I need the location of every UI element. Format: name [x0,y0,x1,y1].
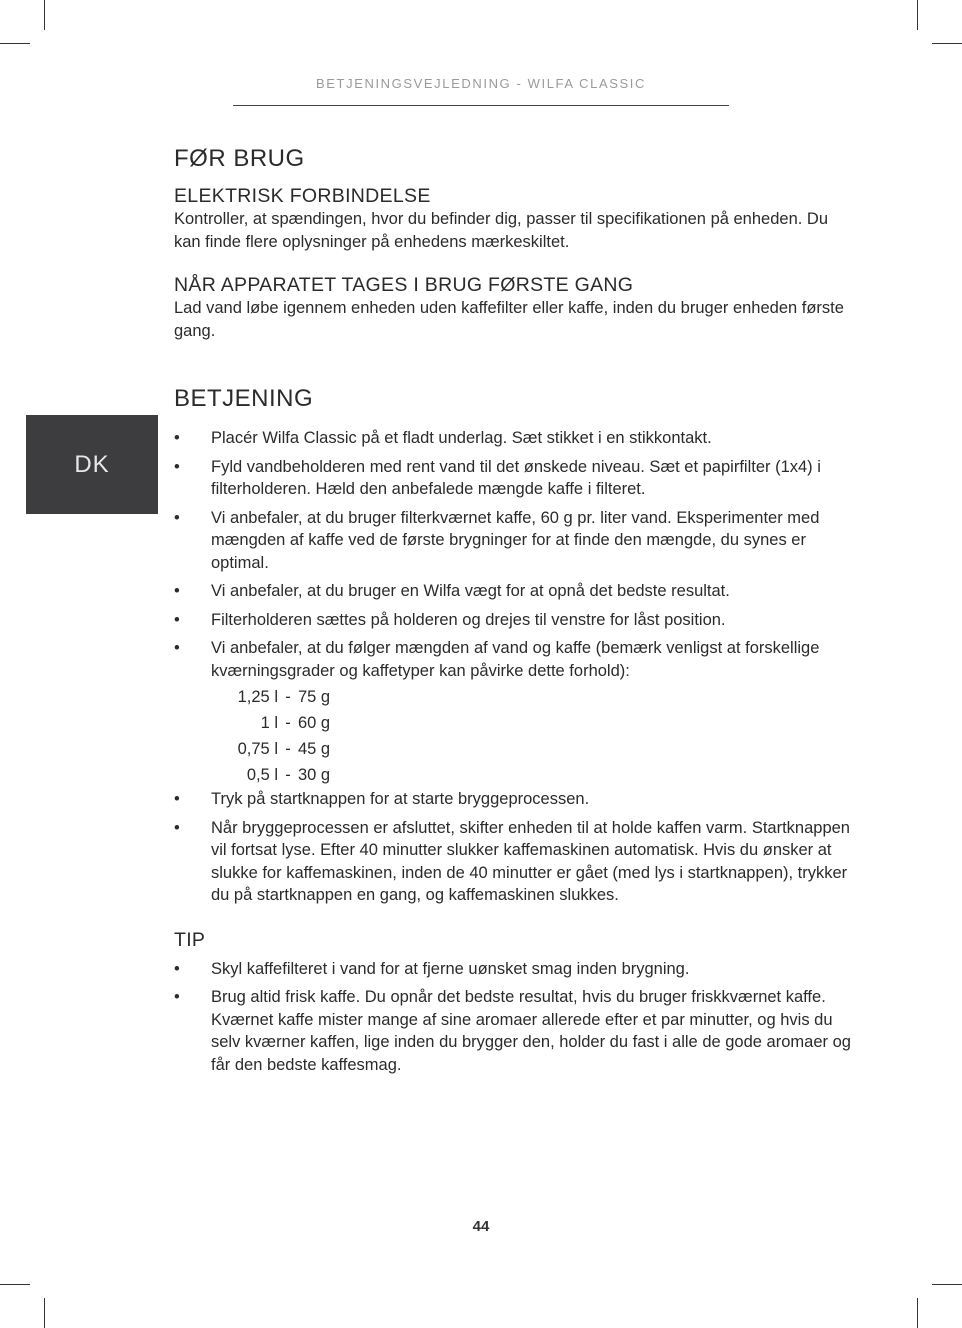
bullet-icon: • [174,457,180,476]
paragraph-first-use: Lad vand løbe igennem enheden uden kaffefilter eller kaffe, inden du bruger enheden første gang. [174,299,844,340]
list-item: • Filterholderen sættes på holderen og drejes til venstre for låst position. [174,609,854,632]
subheading-tip: TIP [174,928,206,951]
bullet-icon: • [174,988,180,1006]
bullet-icon: • [174,818,180,837]
operation-list-continued [174,788,854,907]
paragraph-electrical: Kontroller, at spændingen, hvor du befinder dig, passer til specifikationen på enheden. Du kan finde flere oplysninger på enhedens mærkeskiltet. [174,210,829,251]
page-header: BETJENINGSVEJLEDNING - WILFA CLASSIC [316,76,646,91]
subheading-first-use: NÅR APPARATET TAGES I BRUG FØRSTE GANG [174,274,634,296]
bullet-icon: • [174,508,180,527]
ratio-table [174,684,854,788]
bullet-icon: • [174,429,180,447]
bullet-icon: • [174,639,180,657]
section-title-operation: BETJENING [174,385,314,412]
list-item: • Tryk på startknappen for at starte bryggeprocessen. [174,788,854,811]
page-content [174,143,854,1082]
list-item: • Fyld vandbeholderen med rent vand til det ønskede niveau. Sæt et papirfilter (1x4) i filterholderen. Hæld den anbefalede mængde kaffe i filteret. [174,457,821,498]
list-item: • Vi anbefaler, at du bruger filterkværnet kaffe, 60 g pr. liter vand. Eksperimenter med mængden af kaffe ved de første brygninger for at finde den mængde, du synes er optimal. [174,508,820,572]
crop-mark-bottom-right-h [932,1284,962,1285]
subheading-electrical: ELEKTRISK FORBINDELSE [174,185,431,207]
ratio-row: 0,75 l - 45 g [237,740,331,758]
list-item: • Skyl kaffefilteret i vand for at fjerne uønsket smag inden brygning. [174,958,854,981]
section-title-before-use: FØR BRUG [174,145,305,172]
list-item: • Når bryggeprocessen er afsluttet, skifter enheden til at holde kaffen varm. Startknappen vil fortsat lyse. Efter 40 minutter slukker kaffemaskinen automatisk. Hvis du ønsker at slukke for kaffemaskinen, inden de 40 minutter er gået (med lys i startknappen), trykker du på startknappen en gang, og kaffemaskinen slukkes. [174,818,850,904]
list-item: • Placér Wilfa Classic på et fladt underlag. Sæt stikket i en stikkontakt. [174,427,854,450]
list-item: • Brug altid frisk kaffe. Du opnår det bedste resultat, hvis du bruger friskkværnet kaffe. Kværnet kaffe mister mange af sine aromaer allerede efter et par minutter, og hvis du selv kværner kaffen, lige inden du brygger den, holder du fast i alle de gode aromaer og får den bedste kaffesmag. [174,988,851,1074]
crop-mark-bottom-left-h [0,1284,30,1285]
operation-list [174,427,854,682]
tip-list [174,958,854,1077]
page-number: 44 [472,1218,490,1235]
list-item: • Vi anbefaler, at du følger mængden af vand og kaffe (bemærk venligst at forskellige kværningsgrader og kaffetyper kan påvirke dette forhold): [174,639,820,680]
bullet-icon: • [174,582,180,600]
crop-mark-top-left-v [44,0,45,30]
bullet-icon: • [174,610,180,629]
crop-mark-bottom-left-v [44,1298,45,1328]
language-tab: DK [26,415,158,514]
crop-mark-bottom-right-v [917,1298,918,1328]
list-item: • Vi anbefaler, at du bruger en Wilfa vægt for at opnå det bedste resultat. [174,580,854,603]
bullet-icon: • [174,959,180,978]
crop-mark-top-right-v [917,0,918,30]
header-rule [233,105,729,106]
ratio-row: 1 l - 60 g [260,714,331,732]
bullet-icon: • [174,790,180,808]
crop-mark-top-left-h [0,43,30,44]
ratio-row: 0,5 l - 30 g [246,766,331,784]
ratio-row: 1,25 l - 75 g [237,688,331,706]
crop-mark-top-right-h [932,43,962,44]
